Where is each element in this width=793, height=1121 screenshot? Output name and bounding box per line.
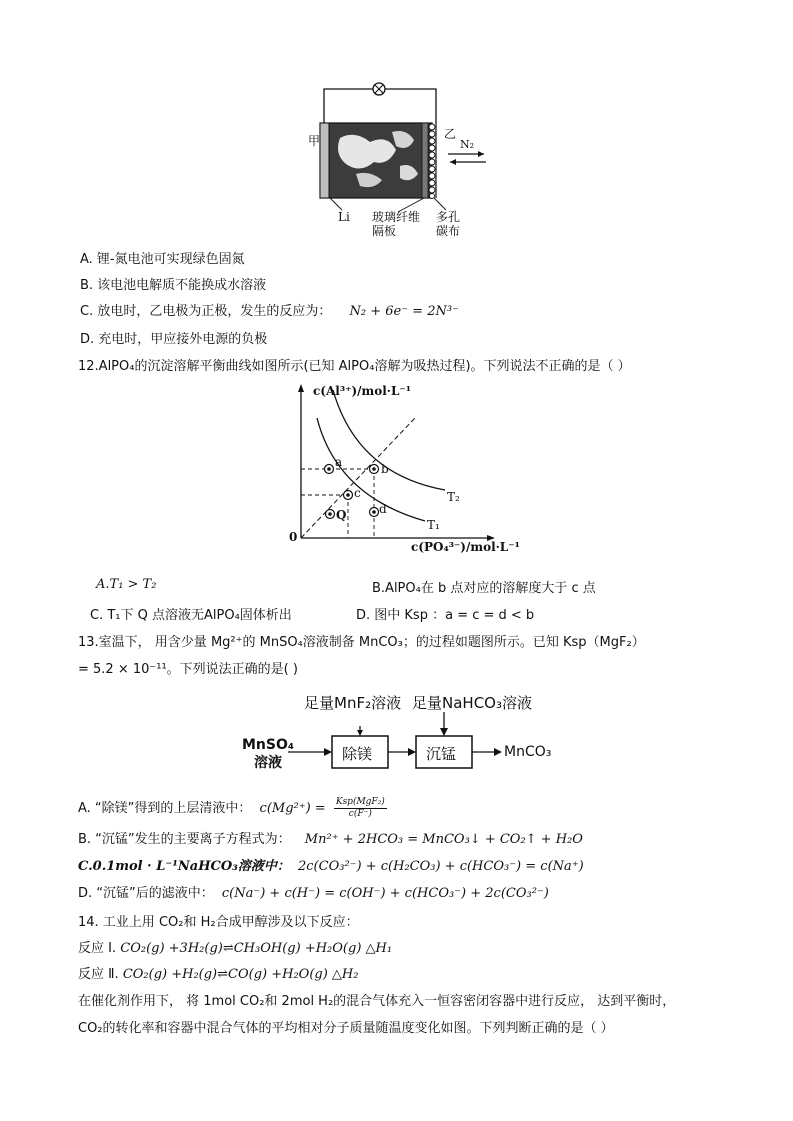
q12-option-d: D. 图中 Ksp ：a = c = d < b [356,608,535,623]
q12-graph [285,378,535,563]
y-axis-label: c(Al³⁺)/mol·L⁻¹ [313,384,411,398]
point-q-label: Q [336,508,347,522]
q13-option-c-text: C.0.1mol · L⁻¹NaHCO₃溶液中： [78,859,290,874]
q13-option-b-text: B. “沉锰”发生的主要离子方程式为： [78,832,291,847]
q13-option-c-formula: 2c(CO₃²⁻) + c(H₂CO₃) + c(HCO₃⁻) = c(Na⁺) [298,859,584,874]
q13-option-d-formula: c(Na⁻) + c(H⁻) = c(OH⁻) + c(HCO₃⁻) + 2c(CO₃²⁻) [221,886,549,901]
origin-label: 0 [289,530,298,544]
curve-t2-label: T₂ [447,490,460,504]
label-carbon [436,210,460,238]
q13-stem-line2: = 5.2 × 10⁻¹¹。下列说法正确的是( ) [78,662,298,677]
q11-option-a: A. 锂-氮电池可实现绿色固氮 [80,252,245,267]
q12-option-b: B.AlPO₄在 b 点对应的溶解度大于 c 点 [372,581,596,596]
label-separator-line2: 隔板 [372,224,397,238]
point-a-label: a [335,455,343,469]
q13-flowchart [236,688,566,783]
step-remove-mg: 除镁 [342,745,373,763]
q13-option-d [78,882,549,901]
label-carbon-line2: 碳布 [436,224,461,238]
label-yi: 乙 [444,127,457,141]
label-jia: 甲 [308,134,321,148]
label-separator [372,210,420,238]
product-mnco3: MnCO₃ [504,744,552,760]
fraction-numerator: Ksp(MgF₂) [335,797,385,807]
q12-option-a: A.T₁ > T₂ [96,577,157,592]
point-b-label: b [381,462,389,476]
q14-reaction1 [78,937,392,956]
q13-option-c [78,855,584,874]
fraction-denominator: c(F⁻) [348,809,372,819]
q13-option-a-lhs: c(Mg²⁺) = [259,801,326,816]
x-axis-label: c(PO₄³⁻)/mol·L⁻¹ [411,540,520,554]
reagent-mnf2: 足量MnF₂溶液 [304,694,402,712]
q13-option-a [78,797,387,820]
label-n2: N₂ [460,138,475,151]
q11-option-d: D. 充电时，甲应接外电源的负极 [80,332,268,347]
q14-line1: 14. 工业上用 CO₂和 H₂合成甲醇涉及以下反应： [78,915,359,930]
q14-reaction2 [78,963,358,982]
start-solution-line1: MnSO₄ [242,737,295,753]
q14-reaction2-formula: CO₂(g) +H₂(g)⇌CO(g) +H₂O(g) △H₂ [122,967,359,982]
solubility-curve-plot [285,378,535,563]
start-solution [242,736,294,772]
point-d-label: d [379,502,387,516]
reagent-nahco3: 足量NaHCO₃溶液 [412,694,532,712]
label-li: Li [338,210,350,224]
q14-reaction1-formula: CO₂(g) +3H₂(g)⇌CH₃OH(g) +H₂O(g) △H₁ [120,941,393,956]
q14-reaction2-label: 反应 Ⅱ. [78,967,119,982]
q13-option-b-formula: Mn²⁺ + 2HCO₃ = MnCO₃↓ + CO₂↑ + H₂O [304,832,583,847]
q12-option-c: C. T₁下 Q 点溶液无AlPO₄固体析出 [90,608,292,623]
q12-stem: 12.AlPO₄的沉淀溶解平衡曲线如图所示(已知 AlPO₄溶解为吸热过程)。下列说法不正确的是（ ） [78,359,631,374]
q11-option-c-text: C. 放电时，乙电极为正极，发生的反应为： [80,304,332,319]
q13-option-a-fraction [334,797,387,820]
q14-line5: CO₂的转化率和容器中混合气体的平均相对分子质量随温度变化如图。下列判断正确的是（ ） [78,1021,614,1036]
q13-option-d-text: D. “沉锰”后的滤液中： [78,886,214,901]
label-separator-line1: 玻璃纤维 [372,210,421,224]
battery-figure [300,70,520,245]
label-carbon-line1: 多孔 [436,210,461,224]
curve-t1-label: T₁ [427,518,440,532]
q14-line4: 在催化剂作用下， 将 1mol CO₂和 2mol H₂的混合气体充入一恒容密闭容器中进行反应， 达到平衡时， [78,994,676,1009]
q13-option-a-text: A. “除镁”得到的上层清液中： [78,801,252,816]
q11-option-c [80,300,459,319]
step-precipitate-mn: 沉锰 [426,745,457,763]
q13-stem-line1: 13.室温下， 用含少量 Mg²⁺的 MnSO₄溶液制备 MnCO₃；的过程如题图所示。已知 Ksp（MgF₂） [78,635,645,650]
q11-option-c-formula: N₂ + 6e⁻ = 2N³⁻ [349,304,459,319]
q14-reaction1-label: 反应 Ⅰ. [78,941,117,956]
start-solution-line2: 溶液 [254,755,282,771]
q11-option-b: B. 该电池电解质不能换成水溶液 [80,278,267,293]
point-c-label: c [354,486,361,500]
q13-option-b [78,828,583,847]
